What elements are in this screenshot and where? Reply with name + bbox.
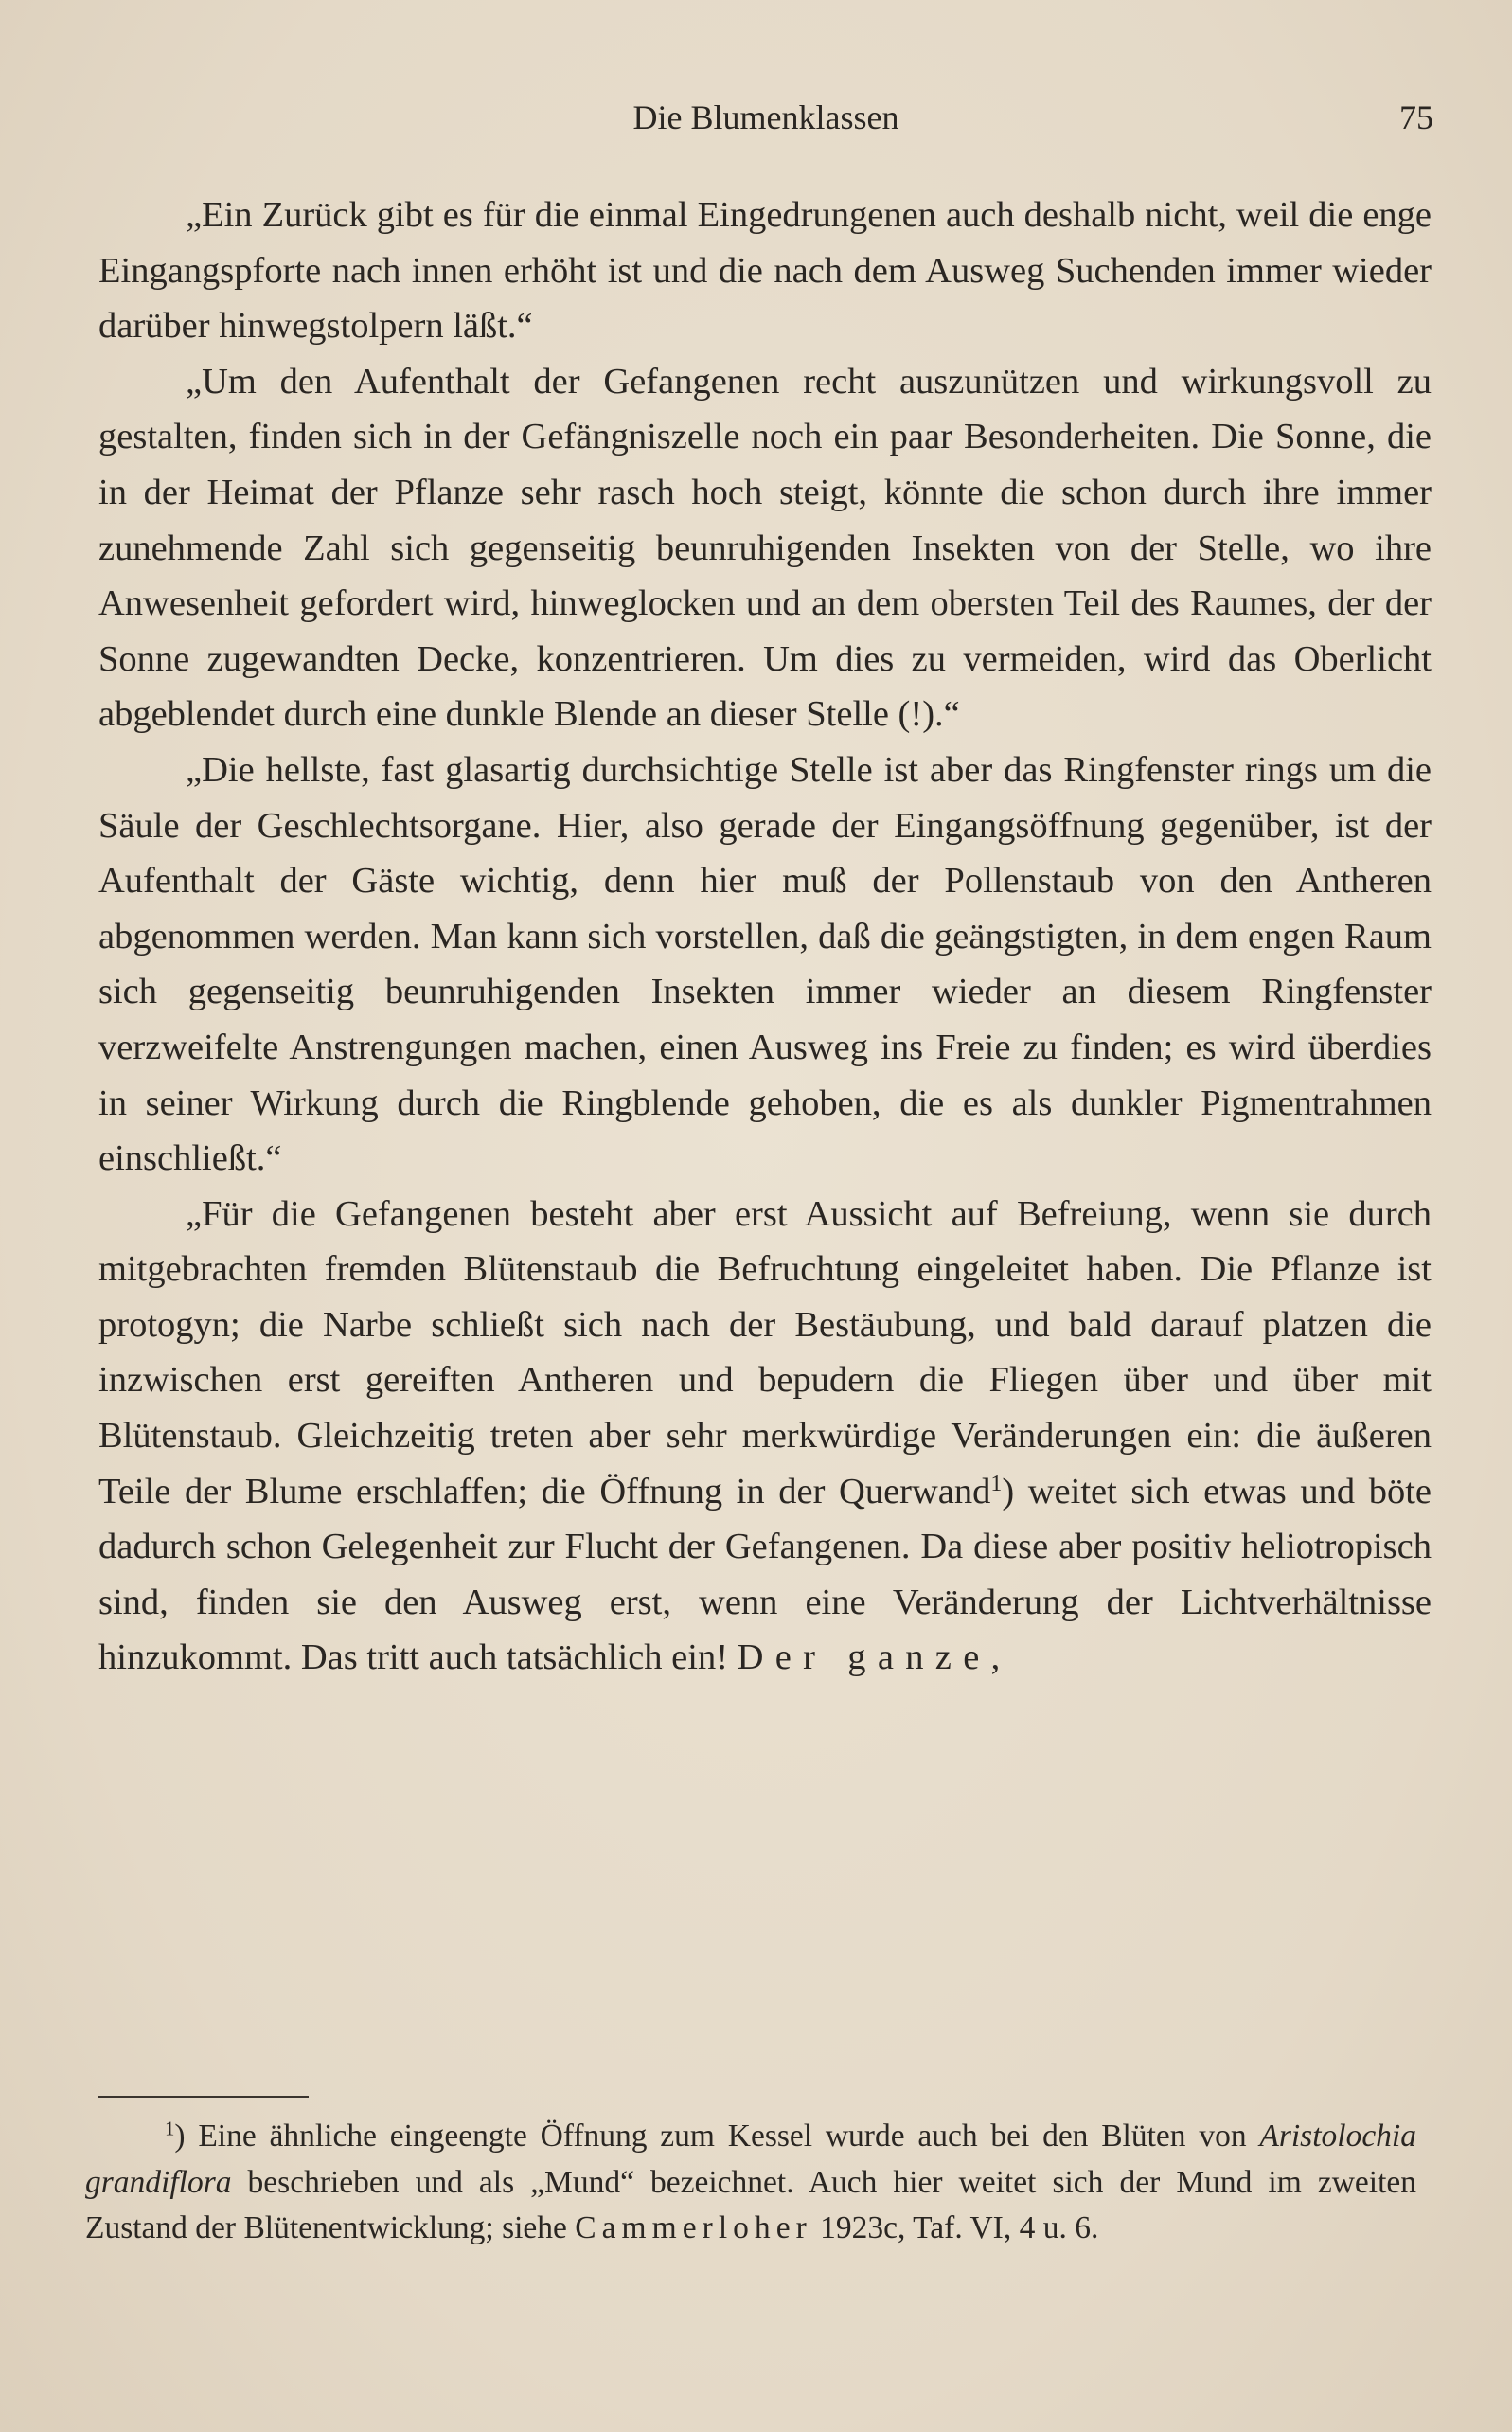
footnote-text-b: beschrieben und als „Mund“ bezeichnet. Auch hier weitet sich der Mund im zweiten Zustand der Blütenentwicklung; siehe: [85, 2164, 1416, 2245]
footnote-reference: 1: [990, 1471, 1003, 1496]
footnote-text-a: Eine ähnliche eingeengte Öffnung zum Kessel wurde auch bei den Blüten von: [185, 2119, 1260, 2154]
footnote-marker-close: ): [174, 2119, 186, 2154]
paragraph-4: [98, 1187, 1432, 1686]
body-text: [98, 188, 1432, 1686]
paragraph-3: „Die hellste, fast glasartig durchsichtige Stelle ist aber das Ringfenster rings um die Säule der Geschlechtsorgane. Hier, also gerade der Eingangsöffnung gegenüber, ist der Aufenthalt der Gäste wichtig, denn hier muß der Pollenstaub von den Antheren abgenommen werden. Man kann sich vorstellen, daß die geängstigten, in dem engen Raum sich gegenseitig beunruhigenden Insekten immer wieder an diesem Ringfenster verzweifelte Anstrengungen machen, einen Ausweg ins Freie zu finden; es wird überdies in seiner Wirkung durch die Ringblende gehoben, die es als dunkler Pigmentrahmen einschließt.“: [98, 749, 1432, 1179]
page-number: 75: [1399, 98, 1433, 136]
footnote-text-c: 1923c, Taf. VI, 4 u. 6.: [811, 2210, 1099, 2245]
paragraph-4-text-b: ) weitet sich etwas und böte dadurch schon Gelegenheit zur Flucht der Gefangenen. Da diese aber positiv heliotropisch sind, finden sie den Ausweg erst, wenn eine Veränderung der Lichtverhältnisse hinzukommt. Das tritt auch tatsächlich ein!: [98, 1471, 1432, 1678]
footnotes: [85, 2114, 1416, 2252]
footnote-marker: 1: [165, 2118, 175, 2140]
footnote-species-name: Aristolochia grandiflora: [85, 2119, 1416, 2200]
paragraph-4-spaced-text: Der ganze,: [737, 1637, 1012, 1678]
paragraph-2: „Um den Aufenthalt der Gefangenen recht auszunützen und wirkungsvoll zu gestalten, finden sich in der Gefängniszelle noch ein paar Besonderheiten. Die Sonne, die in der Heimat der Pflanze sehr rasch hoch steigt, könnte die schon durch ihre immer zunehmende Zahl sich gegenseitig beunruhigenden Insekten von der Stelle, wo ihre Anwesenheit gefordert wird, hinweglocken und an dem obersten Teil des Raumes, der der Sonne zugewandten Decke, konzentrieren. Um dies zu vermeiden, wird das Oberlicht abgeblendet durch eine dunkle Blende an dieser Stelle (!).“: [98, 361, 1432, 735]
footnote-1: [85, 2114, 1416, 2252]
paragraph-4-text-a: „Für die Gefangenen besteht aber erst Aussicht auf Befreiung, wenn sie durch mitgebrachten fremden Blütenstaub die Befruchtung eingeleitet haben. Die Pflanze ist protogyn; die Narbe schließt sich nach der Bestäubung, und bald darauf platzen die inzwischen erst gereiften Antheren und bepudern die Fliegen über und über mit Blütenstaub. Gleichzeitig treten aber sehr merkwürdige Veränderungen ein: die äußeren Teile der Blume erschlaffen; die Öffnung in der Querwand: [98, 1193, 1432, 1511]
footnote-divider: [98, 2096, 309, 2098]
paragraph-1: „Ein Zurück gibt es für die einmal Eingedrungenen auch deshalb nicht, weil die enge Eingangspforte nach innen erhöht ist und die nach dem Ausweg Suchenden immer wieder darüber hinwegstolpern läßt.“: [98, 195, 1432, 347]
running-title: Die Blumenklassen: [632, 98, 899, 136]
footnote-author: Cammerloher: [575, 2210, 812, 2245]
page-header: [98, 98, 1433, 145]
